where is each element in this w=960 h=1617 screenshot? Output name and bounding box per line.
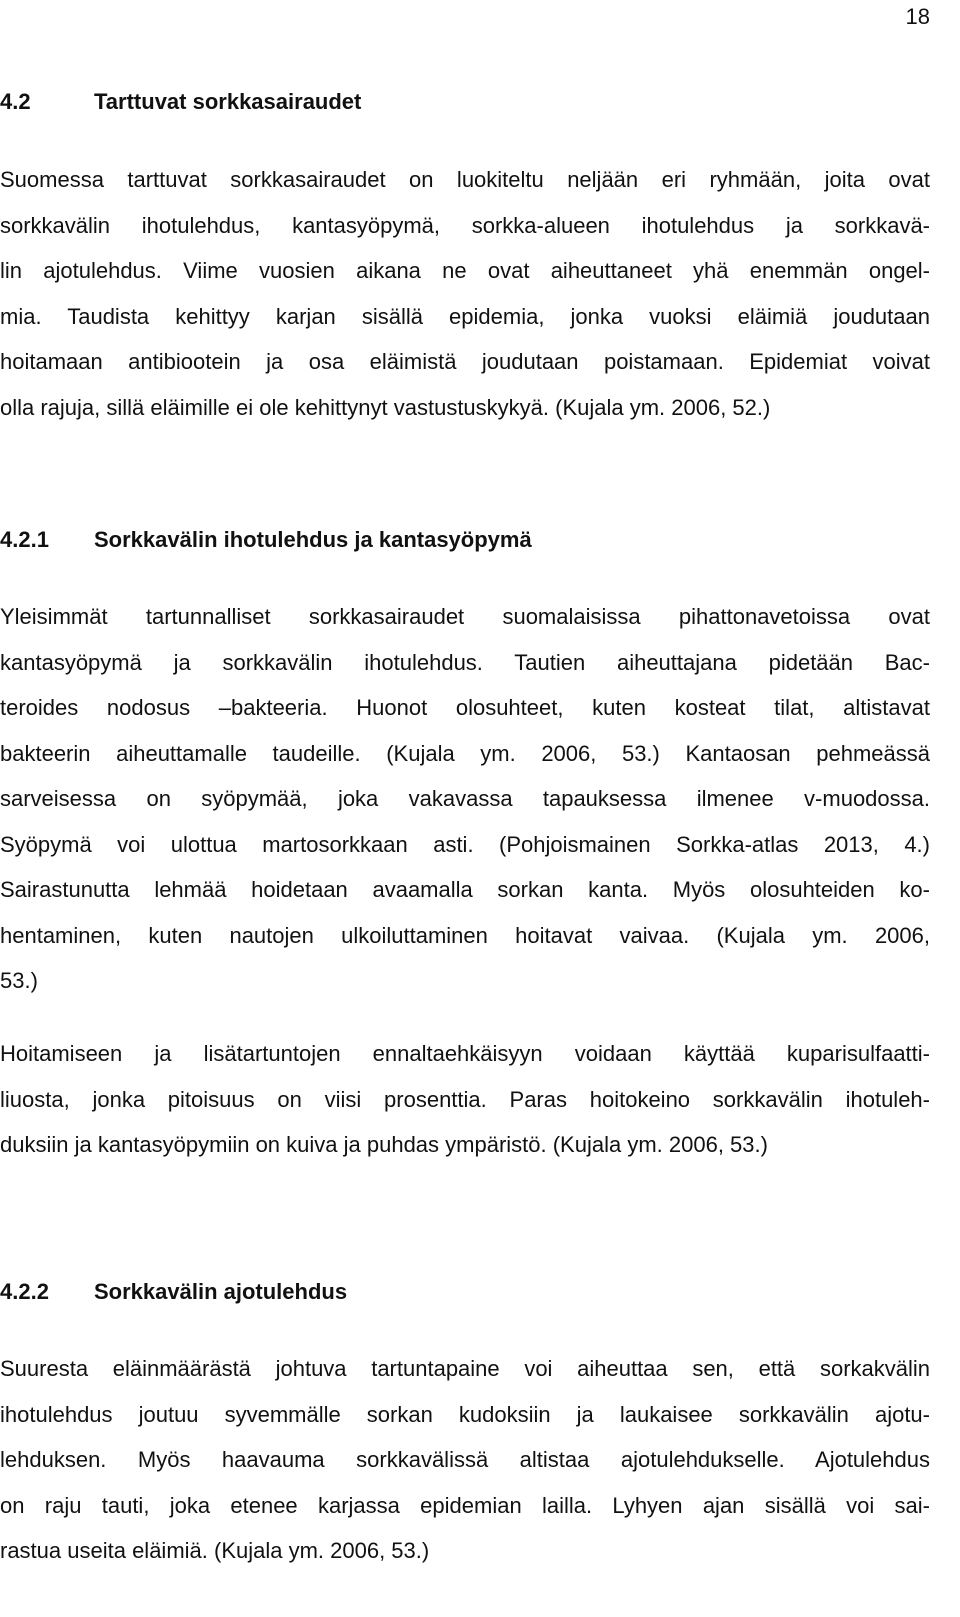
text-line: mia. Taudista kehittyy karjan sisällä epidemia, jonka vuoksi eläimiä joudutaan xyxy=(0,303,930,329)
text-line: duksiin ja kantasyöpymiin on kuiva ja puhdas ympäristö. (Kujala ym. 2006, 53.) xyxy=(0,1132,768,1157)
text-line: bakteerin aiheuttamalle taudeille. (Kujala ym. 2006, 53.) Kantaosan pehmeässä xyxy=(0,740,930,766)
section-title: Sorkkavälin ihotulehdus ja kantasyöpymä xyxy=(94,527,532,552)
page-number: 18 xyxy=(905,4,930,29)
text-line: sarveisessa on syöpymää, joka vakavassa tapauksessa ilmenee v-muodossa. xyxy=(0,786,930,811)
section-number: 4.2 xyxy=(0,89,31,114)
text-line: ihotulehdus joutuu syvemmälle sorkan kudoksiin ja laukaisee sorkkavälin ajotu- xyxy=(0,1401,930,1427)
text-line: Hoitamiseen ja lisätartuntojen ennaltaehkäisyyn voidaan käyttää kuparisulfaatti- xyxy=(0,1041,930,1066)
section-number: 4.2.2 xyxy=(0,1279,49,1304)
text-line: kantasyöpymä ja sorkkavälin ihotulehdus. Tautien aiheuttajana pidetään Bac- xyxy=(0,649,930,675)
text-line: hoitamaan antibiootein ja osa eläimistä joudutaan poistamaan. Epidemiat voivat xyxy=(0,349,930,374)
text-line: on raju tauti, joka etenee karjassa epidemian lailla. Lyhyen ajan sisällä voi sai- xyxy=(0,1492,930,1518)
text-line: sorkkavälin ihotulehdus, kantasyöpymä, sorkka-alueen ihotulehdus ja sorkkavä- xyxy=(0,212,930,238)
text-line: teroides nodosus –bakteeria. Huonot olosuhteet, kuten kosteat tilat, altistavat xyxy=(0,695,930,720)
paragraph-4-2 xyxy=(0,157,930,430)
text-line: rastua useita eläimiä. (Kujala ym. 2006, 53.) xyxy=(0,1538,430,1563)
text-line: lin ajotulehdus. Viime vuosien aikana ne ovat aiheuttaneet yhä enemmän ongel- xyxy=(0,258,930,283)
paragraph-4-2-1-a xyxy=(0,594,930,1004)
section-title: Sorkkavälin ajotulehdus xyxy=(94,1279,348,1304)
text-line: olla rajuja, sillä eläimille ei ole kehittynyt vastustuskykyä. (Kujala ym. 2006, 52.) xyxy=(0,394,771,420)
section-title: Tarttuvat sorkkasairaudet xyxy=(94,89,362,114)
text-line: 53.) xyxy=(0,968,38,993)
paragraph-4-2-2 xyxy=(0,1346,930,1574)
text-line: Suomessa tarttuvat sorkkasairaudet on luokiteltu neljään eri ryhmään, joita ovat xyxy=(0,167,930,192)
paragraph-4-2-1-b xyxy=(0,1031,930,1168)
text-line: liuosta, jonka pitoisuus on viisi prosenttia. Paras hoitokeino sorkkavälin ihotuleh- xyxy=(0,1086,930,1112)
text-line: Sairastunutta lehmää hoidetaan avaamalla sorkan kanta. Myös olosuhteiden ko- xyxy=(0,877,930,902)
text-line: Yleisimmät tartunnalliset sorkkasairaudet suomalaisissa pihattonavetoissa ovat xyxy=(0,604,930,629)
text-line: Suuresta eläinmäärästä johtuva tartuntapaine voi aiheuttaa sen, että sorkakvälin xyxy=(0,1356,930,1381)
text-line: lehduksen. Myös haavauma sorkkavälissä altistaa ajotulehdukselle. Ajotulehdus xyxy=(0,1447,930,1472)
text-line: Syöpymä voi ulottua martosorkkaan asti. (Pohjoismainen Sorkka-atlas 2013, 4.) xyxy=(0,831,930,857)
section-number: 4.2.1 xyxy=(0,527,49,552)
text-line: hentaminen, kuten nautojen ulkoiluttaminen hoitavat vaivaa. (Kujala ym. 2006, xyxy=(0,922,930,948)
